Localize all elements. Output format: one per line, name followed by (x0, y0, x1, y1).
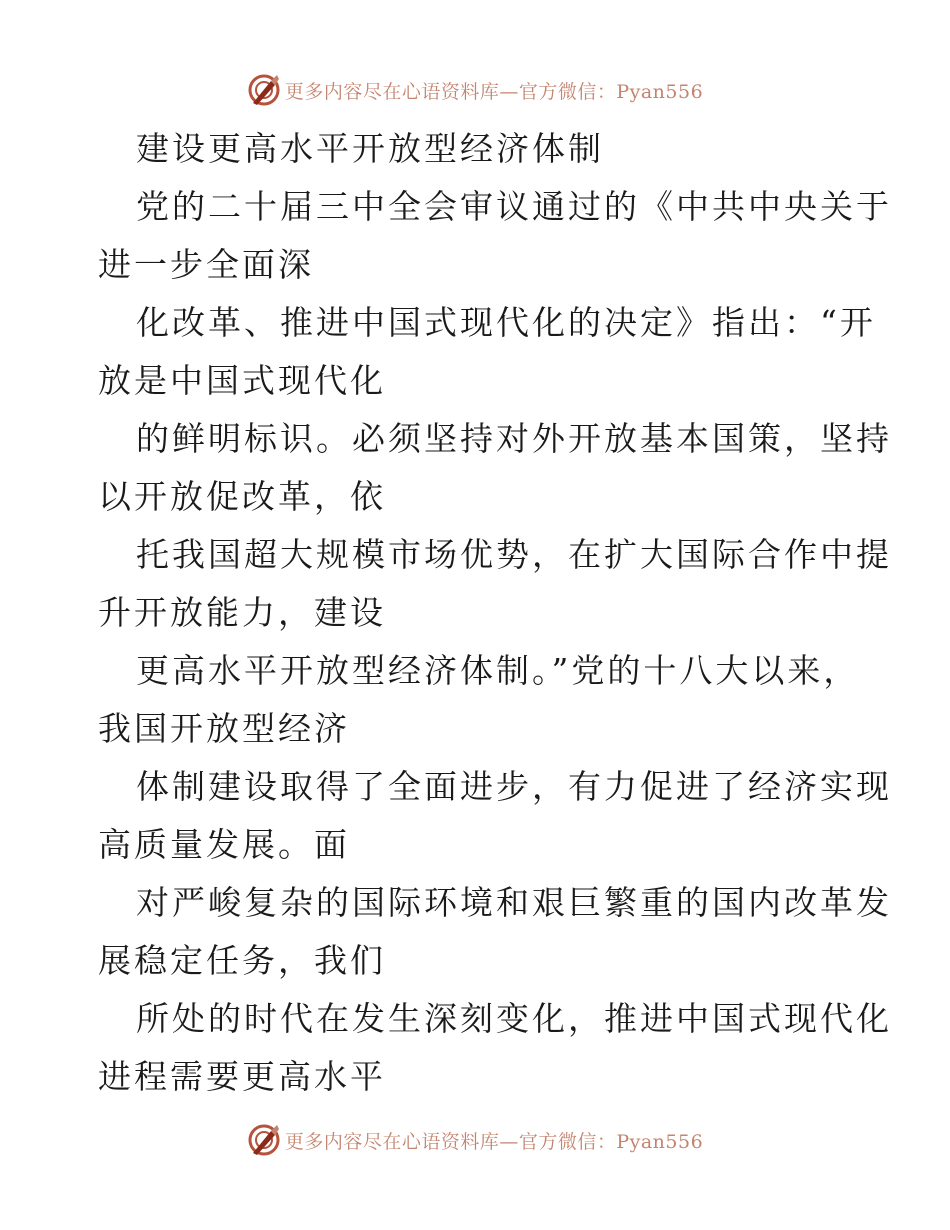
text-line: 化改革、推进中国式现代化的决定》指出：“开 (136, 303, 876, 342)
text-line: 以开放促改革，依 (98, 477, 386, 516)
footer-watermark (0, 1120, 950, 1160)
text-line: 我国开放型经济 (98, 709, 350, 748)
text-line: 体制建设取得了全面进步，有力促进了经济实现 (136, 767, 892, 806)
document-body (98, 120, 892, 1106)
text-line: 对严峻复杂的国际环境和艰巨繁重的国内改革发 (136, 883, 892, 922)
pen-logo-icon (247, 1123, 281, 1157)
watermark-text: 更多内容尽在心语资料库—官方微信：Pyan556 (284, 1130, 704, 1153)
text-line: 升开放能力，建设 (98, 593, 386, 632)
text-line: 高质量发展。面 (98, 825, 350, 864)
text-line: 进程需要更高水平 (98, 1057, 386, 1096)
text-line: 党的二十届三中全会审议通过的《中共中央关于 (136, 187, 892, 226)
header-watermark (0, 70, 950, 110)
text-line: 展稳定任务，我们 (98, 941, 386, 980)
text-line: 更高水平开放型经济体制。”党的十八大以来， (136, 651, 860, 690)
text-line: 的鲜明标识。必须坚持对外开放基本国策，坚持 (136, 419, 892, 458)
text-line: 所处的时代在发生深刻变化，推进中国式现代化 (136, 999, 892, 1038)
pen-logo-icon (247, 73, 281, 107)
text-line: 进一步全面深 (98, 245, 314, 284)
watermark-text: 更多内容尽在心语资料库—官方微信：Pyan556 (284, 80, 704, 103)
text-line: 放是中国式现代化 (98, 361, 386, 400)
doc-title: 建设更高水平开放型经济体制 (136, 129, 604, 168)
text-line: 托我国超大规模市场优势，在扩大国际合作中提 (136, 535, 892, 574)
